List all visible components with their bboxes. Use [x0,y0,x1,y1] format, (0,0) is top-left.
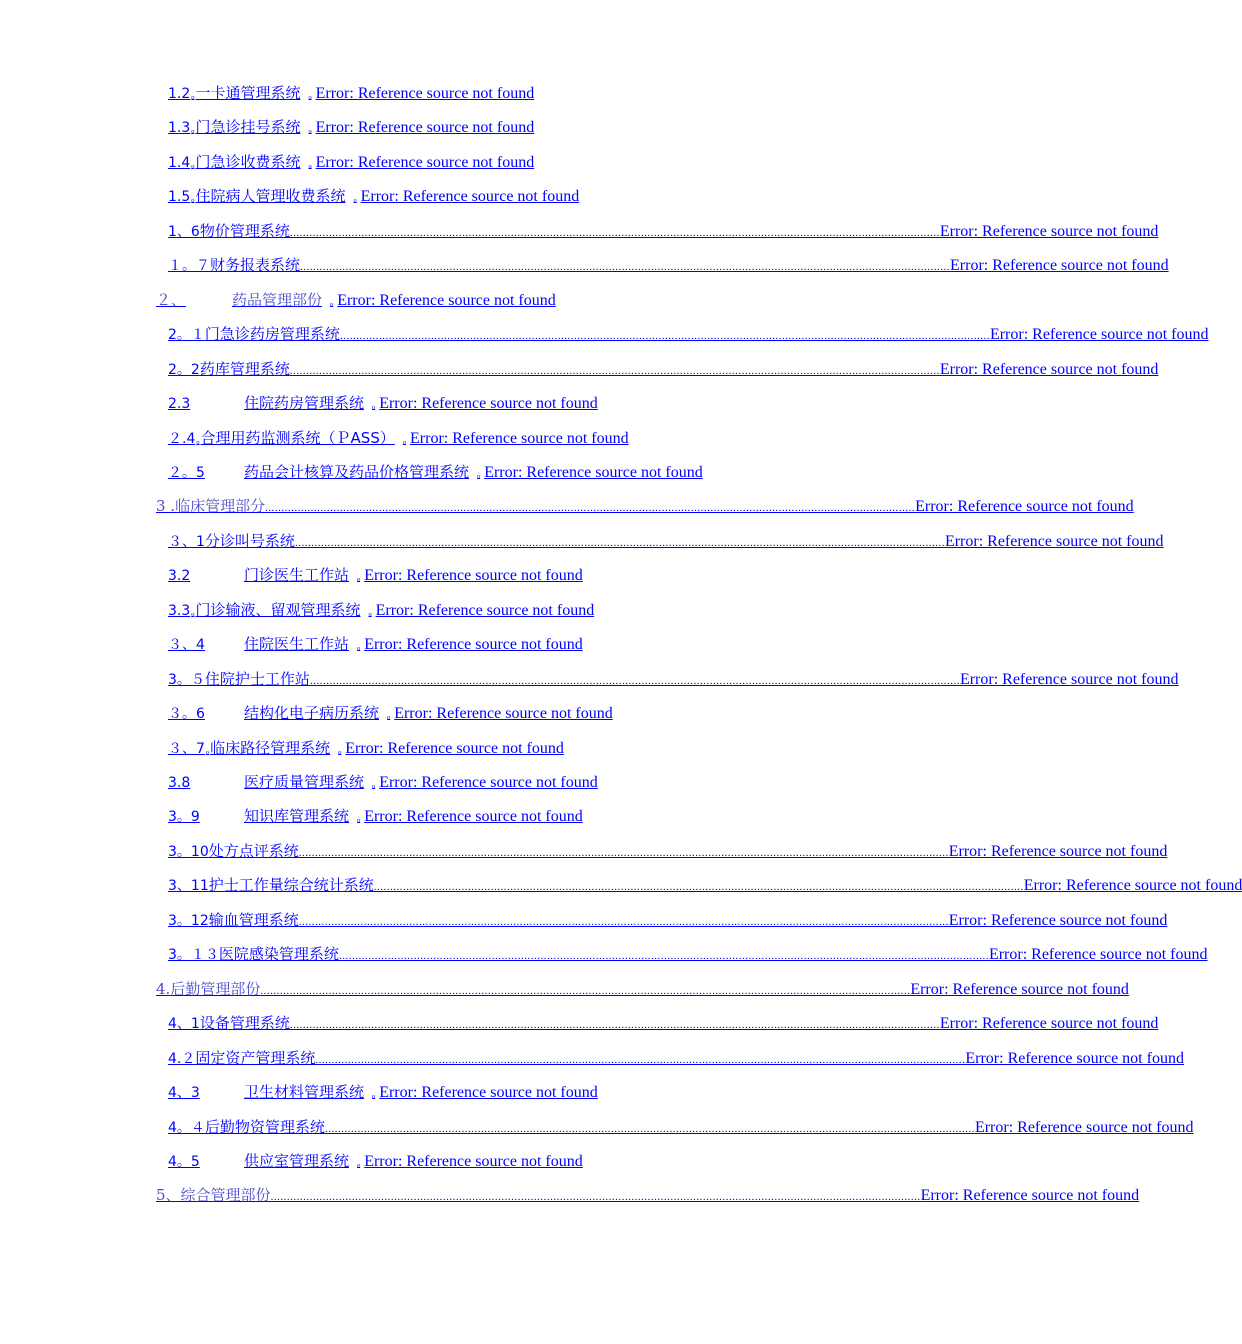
dot-leader: ........................................................................................................................................................................................................ [289,1019,940,1031]
toc-entry-number: 4、3 [168,1085,200,1101]
toc-entry[interactable] [0,1080,598,1104]
toc-entry[interactable] [0,460,703,484]
toc-entry[interactable] [0,804,583,828]
toc-entry-page-ref: Error: Reference source not found [920,1187,1140,1204]
toc-entry-title: 分诊叫号系统 [204,532,295,550]
toc-entry-number: 3.2 [168,568,191,584]
toc-entry-number: 5、 [156,1186,181,1204]
toc-entry-number: 3。10 [168,844,209,860]
toc-entry[interactable] [0,942,1208,966]
toc-entry-title: 门诊输液、留观管理系统 [195,601,361,619]
tab-mark: ₒ [357,1157,361,1169]
toc-entry[interactable] [0,667,1179,691]
toc-entry-page-ref: Error: Reference source not found [988,946,1208,963]
toc-entry-title: 固定资产管理系统 [195,1049,316,1067]
toc-entry-title: 一卡通管理系统 [195,84,301,102]
toc-entry-title: 门诊医生工作站 [244,566,350,584]
toc-entry[interactable] [0,908,1168,932]
toc-entry-number: ３、7 [168,741,205,757]
toc-entry-number: 1.2 [168,86,191,102]
toc-entry-page-ref: Error: Reference source not found [939,223,1159,240]
tab-mark: ₒ [191,606,195,618]
toc-entry-number: ２、 [156,291,187,309]
toc-entry-number: 3.3 [168,603,191,619]
tab-mark: ₒ [372,399,376,411]
toc-entry-page-ref: Error: Reference source not found [345,740,564,757]
toc-entry[interactable] [0,977,1129,1001]
toc-entry-title: 住院病人管理收费系统 [195,187,346,205]
toc-entry[interactable] [0,115,534,139]
tab-mark: ₒ [357,640,361,652]
tab-mark: ₒ [368,606,372,618]
toc-entry[interactable] [0,322,1209,346]
toc-entry-number: 4。４ [168,1120,205,1136]
dot-leader: ........................................................................................................................................................................................................ [309,675,960,687]
toc-entry-page-ref: Error: Reference source not found [950,257,1169,274]
toc-entry-title: 结构化电子病历系统 [244,704,380,722]
tab-mark: ₒ [387,709,391,721]
toc-entry-title: 供应室管理系统 [244,1152,350,1170]
toc-entry-page-ref: Error: Reference source not found [315,119,535,136]
toc-entry-page-ref: Error: Reference source not found [484,464,703,481]
tab-mark: ₒ [477,468,481,480]
toc-entry-number: ３、4 [168,637,205,653]
toc-entry[interactable] [0,150,534,174]
toc-entry-title: 综合管理部份 [180,1186,271,1204]
toc-entry-page-ref: Error: Reference source not found [915,498,1134,515]
toc-entry-page-ref: Error: Reference source not found [939,1015,1159,1032]
dot-leader: ........................................................................................................................................................................................................ [265,502,916,514]
dot-leader: ........................................................................................................................................................................................................ [324,1123,975,1135]
toc-entry[interactable] [0,81,534,105]
toc-entry[interactable] [0,598,594,622]
tab-mark: ₒ [402,434,407,446]
tab-mark: ₒ [191,123,195,135]
toc-entry-title: 门急诊药房管理系统 [204,325,340,343]
toc-entry-number: 2。１ [168,327,205,343]
tab-mark: ₒ [372,778,376,790]
toc-entry-title: 知识库管理系统 [244,807,350,825]
dot-leader: ........................................................................................................................................................................................................ [338,950,989,962]
dot-leader: ........................................................................................................................................................................................................ [300,261,951,273]
toc-entry-title: 药库管理系统 [199,360,290,378]
toc-entry-page-ref: Error: Reference source not found [974,1119,1194,1136]
toc-entry[interactable] [0,288,556,312]
toc-entry-page-ref: Error: Reference source not found [989,326,1209,343]
dot-leader: ........................................................................................................................................................................................................ [298,916,949,928]
toc-entry-number: ２.4 [168,431,196,447]
toc-entry[interactable] [0,1046,1184,1070]
toc-entry-title: 药品会计核算及药品价格管理系统 [244,463,470,481]
tab-mark: ₒ [191,158,195,170]
toc-entry[interactable] [0,529,1164,553]
toc-entry[interactable] [0,391,598,415]
tab-mark: ₒ [308,158,312,170]
toc-entry-number: 2.3 [168,396,191,412]
toc-entry-title: 临床路径管理系统 [210,739,331,757]
dot-leader: ........................................................................................................................................................................................................ [294,537,945,549]
toc-entry-number: 3。12 [168,913,209,929]
toc-entry-title: 处方点评系统 [208,842,299,860]
toc-entry-page-ref: Error: Reference source not found [364,636,583,653]
toc-entry-number: 3.8 [168,775,191,791]
toc-entry-title: 医院感染管理系统 [218,945,339,963]
toc-entry-page-ref: Error: Reference source not found [948,912,1168,929]
toc-entry-number: 4. [156,980,171,998]
dot-leader: ........................................................................................................................................................................................................ [315,1054,966,1066]
toc-entry-page-ref: Error: Reference source not found [379,1084,598,1101]
tab-mark: ₒ [338,744,342,756]
toc-entry-page-ref: Error: Reference source not found [948,843,1168,860]
toc-entry-title: 住院药房管理系统 [244,394,365,412]
dot-leader: ........................................................................................................................................................................................................ [298,847,949,859]
toc-entry-number: 3。１３ [168,947,219,963]
toc-entry[interactable] [0,1011,1159,1035]
toc-entry-number: 4.２ [168,1051,196,1067]
tab-mark: ₒ [330,296,334,308]
tab-mark: ₒ [191,192,195,204]
toc-entry-number: １。７ [168,258,210,274]
toc-entry-title: 输血管理系统 [208,911,299,929]
toc-entry-title: 门急诊收费系统 [195,153,301,171]
toc-entry-title: 护士工作量综合统计系统 [208,876,374,894]
dot-leader: ........................................................................................................................................................................................................ [260,985,911,997]
toc-entry-title: 后勤物资管理系统 [204,1118,325,1136]
toc-entry-title: 后勤管理部份 [170,980,261,998]
toc-entry-title: 住院医生工作站 [244,635,350,653]
toc-entry-number: 3。9 [168,809,200,825]
toc-entry-page-ref: Error: Reference source not found [394,705,613,722]
toc-entry-title: 门急诊挂号系统 [195,118,301,136]
toc-entry-number: ３、1 [168,534,205,550]
toc-entry-title: 物价管理系统 [199,222,290,240]
toc-entry[interactable] [0,736,564,760]
toc-entry-title: 财务报表系统 [210,256,301,274]
dot-leader: ........................................................................................................................................................................................................ [289,365,940,377]
toc-entry-number: ２。5 [168,465,205,481]
toc-entry-page-ref: Error: Reference source not found [379,395,598,412]
toc-entry-number: 2。2 [168,362,200,378]
toc-entry[interactable] [0,632,583,656]
toc-entry-title: 临床管理部分 [175,497,266,515]
tab-mark: ₒ [357,812,361,824]
toc-entry-number: 1.5 [168,189,191,205]
toc-entry[interactable] [0,184,579,208]
dot-leader: ........................................................................................................................................................................................................ [373,881,1024,893]
toc-entry-page-ref: Error: Reference source not found [959,671,1179,688]
toc-entry-number: 1、6 [168,224,200,240]
toc-entry[interactable] [0,494,1134,518]
toc-entry[interactable] [0,357,1159,381]
toc-entry-number: 4、1 [168,1016,200,1032]
toc-entry[interactable] [0,426,629,450]
dot-leader: ........................................................................................................................................................................................................ [270,1191,921,1203]
toc-entry[interactable] [0,839,1168,863]
toc-entry-title: 设备管理系统 [199,1014,290,1032]
toc-entry-page-ref: Error: Reference source not found [944,533,1164,550]
toc-entry[interactable] [0,563,583,587]
toc-entry-page-ref: Error: Reference source not found [364,808,583,825]
toc-entry-page-ref: Error: Reference source not found [364,1153,583,1170]
toc-entry-page-ref: Error: Reference source not found [965,1050,1184,1067]
toc-entry[interactable] [0,770,598,794]
toc-entry[interactable] [0,253,1169,277]
toc-entry-page-ref: Error: Reference source not found [375,602,595,619]
toc-entry-number: 1.4 [168,155,191,171]
toc-entry[interactable] [0,873,1242,897]
toc-entry-title: 合理用药监测系统（ＰASS） [200,429,395,447]
toc-entry-page-ref: Error: Reference source not found [1023,877,1242,894]
toc-entry-page-ref: Error: Reference source not found [337,292,556,309]
tab-mark: ₒ [308,89,312,101]
toc-entry-page-ref: Error: Reference source not found [939,361,1159,378]
toc-entry-number: 3、11 [168,878,209,894]
toc-entry[interactable] [0,1115,1194,1139]
toc-entry[interactable] [0,1183,1140,1207]
tab-mark: ₒ [372,1088,376,1100]
tab-mark: ₒ [357,571,361,583]
tab-mark: ₒ [353,192,357,204]
toc-entry[interactable] [0,1149,583,1173]
tab-mark: ₒ [205,744,210,756]
toc-entry-page-ref: Error: Reference source not found [364,567,583,584]
toc-entry-title: 住院护士工作站 [204,670,310,688]
tab-mark: ₒ [196,434,200,446]
toc-entry-number: 4。5 [168,1154,200,1170]
toc-entry-number: 3 . [156,497,176,515]
toc-entry-number: ３。6 [168,706,205,722]
toc-entry-page-ref: Error: Reference source not found [410,430,629,447]
toc-entry-title: 药品管理部份 [232,291,323,309]
dot-leader: ........................................................................................................................................................................................................ [289,227,940,239]
toc-entry-page-ref: Error: Reference source not found [315,85,535,102]
toc-entry-page-ref: Error: Reference source not found [379,774,598,791]
toc-entry-title: 医疗质量管理系统 [244,773,365,791]
toc-entry[interactable] [0,219,1159,243]
toc-entry[interactable] [0,701,613,725]
tab-mark: ₒ [191,89,195,101]
toc-entry-page-ref: Error: Reference source not found [315,154,535,171]
toc-entry-page-ref: Error: Reference source not found [910,981,1129,998]
tab-mark: ₒ [308,123,312,135]
dot-leader: ........................................................................................................................................................................................................ [339,330,990,342]
toc-entry-page-ref: Error: Reference source not found [360,188,580,205]
toc-entry-number: 3。５ [168,672,205,688]
toc-entry-number: 1.3 [168,120,191,136]
toc-entry-title: 卫生材料管理系统 [244,1083,365,1101]
